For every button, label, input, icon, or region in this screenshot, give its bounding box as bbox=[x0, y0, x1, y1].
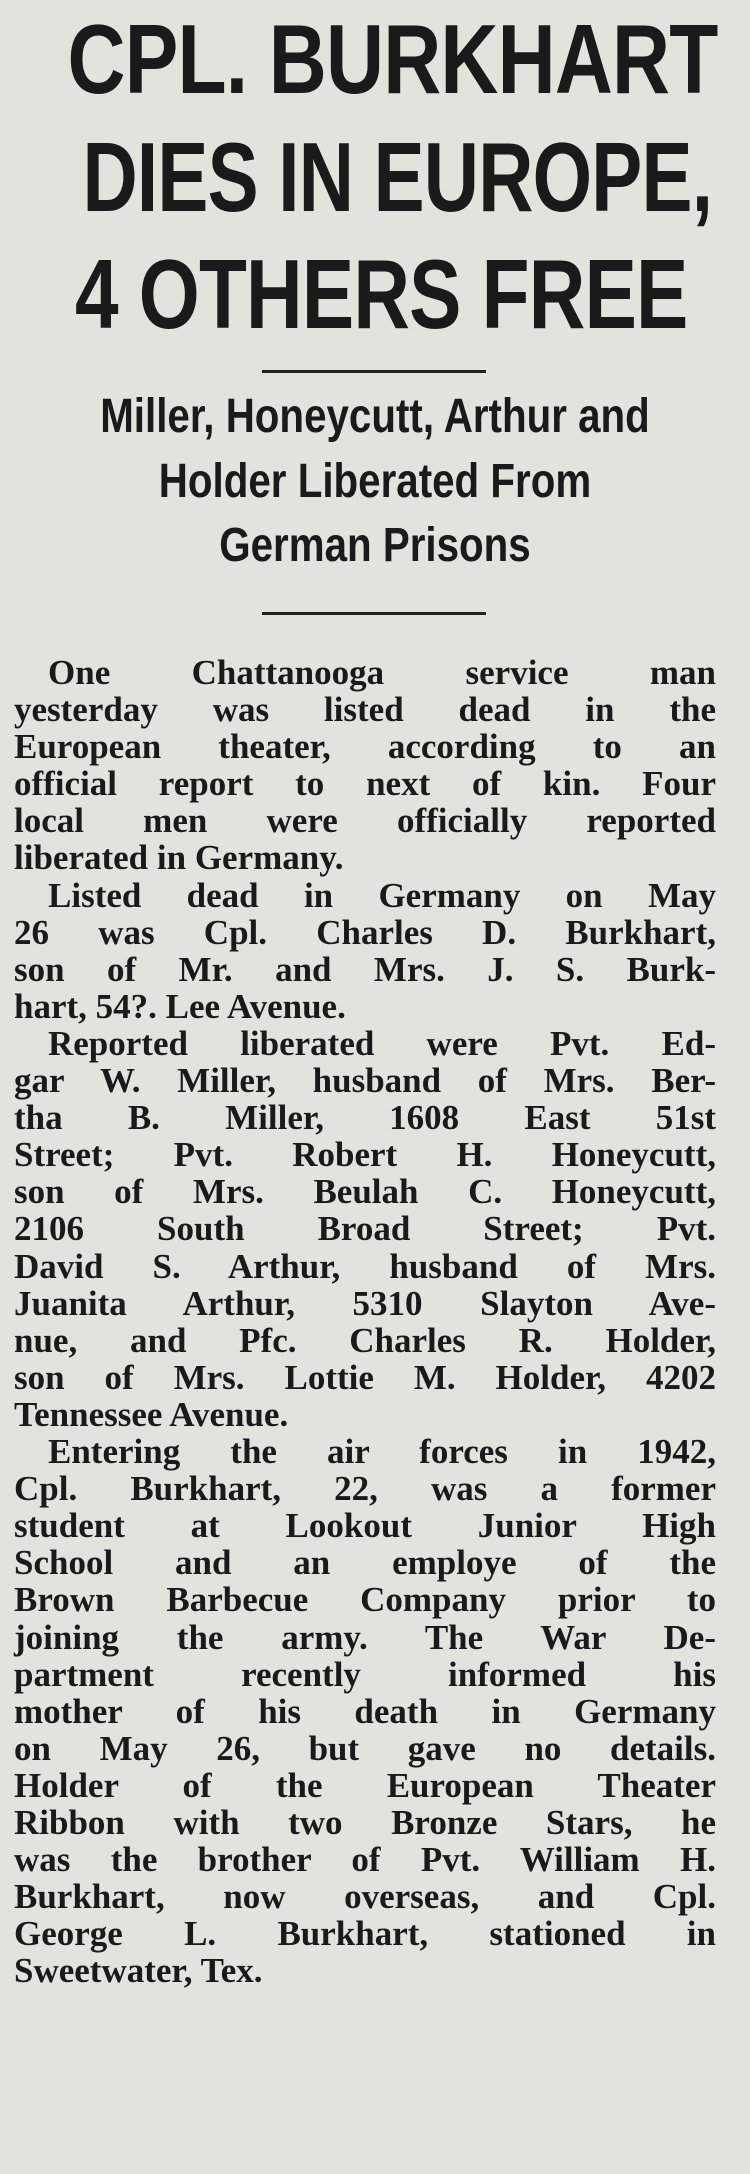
body-line: Listed dead in Germany on May bbox=[48, 876, 716, 915]
deck-rule bbox=[262, 612, 486, 615]
body-line: Cpl. Burkhart, 22, was a former bbox=[14, 1469, 716, 1508]
body-line: 26 was Cpl. Charles D. Burkhart, bbox=[14, 913, 716, 952]
body-line: School and an employe of the bbox=[14, 1543, 716, 1582]
body-line: nue, and Pfc. Charles R. Holder, bbox=[14, 1321, 716, 1360]
body-line: George L. Burkhart, stationed in bbox=[14, 1914, 716, 1953]
body-line: gar W. Miller, husband of Mrs. Ber- bbox=[14, 1061, 716, 1100]
deck-line-3: German Prisons bbox=[219, 519, 531, 572]
body-line: 2106 South Broad Street; Pvt. bbox=[14, 1209, 716, 1248]
headline-line-2: DIES IN EUROPE, bbox=[82, 122, 713, 232]
body-line: son of Mrs. Lottie M. Holder, 4202 bbox=[14, 1358, 716, 1397]
body-line: son of Mr. and Mrs. J. S. Burk- bbox=[14, 950, 716, 989]
body-line: One Chattanooga service man bbox=[48, 653, 716, 692]
body-line: Entering the air forces in 1942, bbox=[48, 1432, 716, 1471]
body-line: Ribbon with two Bronze Stars, he bbox=[14, 1803, 716, 1842]
body-line: tha B. Miller, 1608 East 51st bbox=[14, 1098, 716, 1137]
body-line: joining the army. The War De- bbox=[14, 1618, 716, 1657]
body-line: Sweetwater, Tex. bbox=[14, 1951, 263, 1990]
body-line: Reported liberated were Pvt. Ed- bbox=[48, 1024, 716, 1063]
body-line: on May 26, but gave no details. bbox=[14, 1729, 716, 1768]
body-line: Brown Barbecue Company prior to bbox=[14, 1580, 716, 1619]
body-line: Burkhart, now overseas, and Cpl. bbox=[14, 1877, 716, 1916]
body-line: liberated in Germany. bbox=[14, 838, 344, 877]
headline-line-3: 4 OTHERS FREE bbox=[75, 239, 688, 349]
body-line: was the brother of Pvt. William H. bbox=[14, 1840, 716, 1879]
body-line: hart, 54?. Lee Avenue. bbox=[14, 987, 346, 1026]
body-line: student at Lookout Junior High bbox=[14, 1506, 716, 1545]
body-line: local men were officially reported bbox=[14, 801, 716, 840]
body-line: Tennessee Avenue. bbox=[14, 1395, 289, 1434]
body-line: Juanita Arthur, 5310 Slayton Ave- bbox=[14, 1284, 716, 1323]
body-line: David S. Arthur, husband of Mrs. bbox=[14, 1247, 716, 1286]
body-line: European theater, according to an bbox=[14, 727, 716, 766]
body-line: partment recently informed his bbox=[14, 1655, 716, 1694]
body-line: Street; Pvt. Robert H. Honeycutt, bbox=[14, 1135, 716, 1174]
headline-line-1: CPL. BURKHART bbox=[67, 4, 718, 114]
body-line: mother of his death in Germany bbox=[14, 1692, 716, 1731]
deck-line-1: Miller, Honeycutt, Arthur and bbox=[100, 390, 650, 443]
body-line: yesterday was listed dead in the bbox=[14, 690, 716, 729]
deck-line-2: Holder Liberated From bbox=[158, 455, 592, 508]
body-line: son of Mrs. Beulah C. Honeycutt, bbox=[14, 1172, 716, 1211]
headline-rule bbox=[262, 370, 486, 373]
body-line: Holder of the European Theater bbox=[14, 1766, 716, 1805]
body-line: official report to next of kin. Four bbox=[14, 764, 716, 803]
